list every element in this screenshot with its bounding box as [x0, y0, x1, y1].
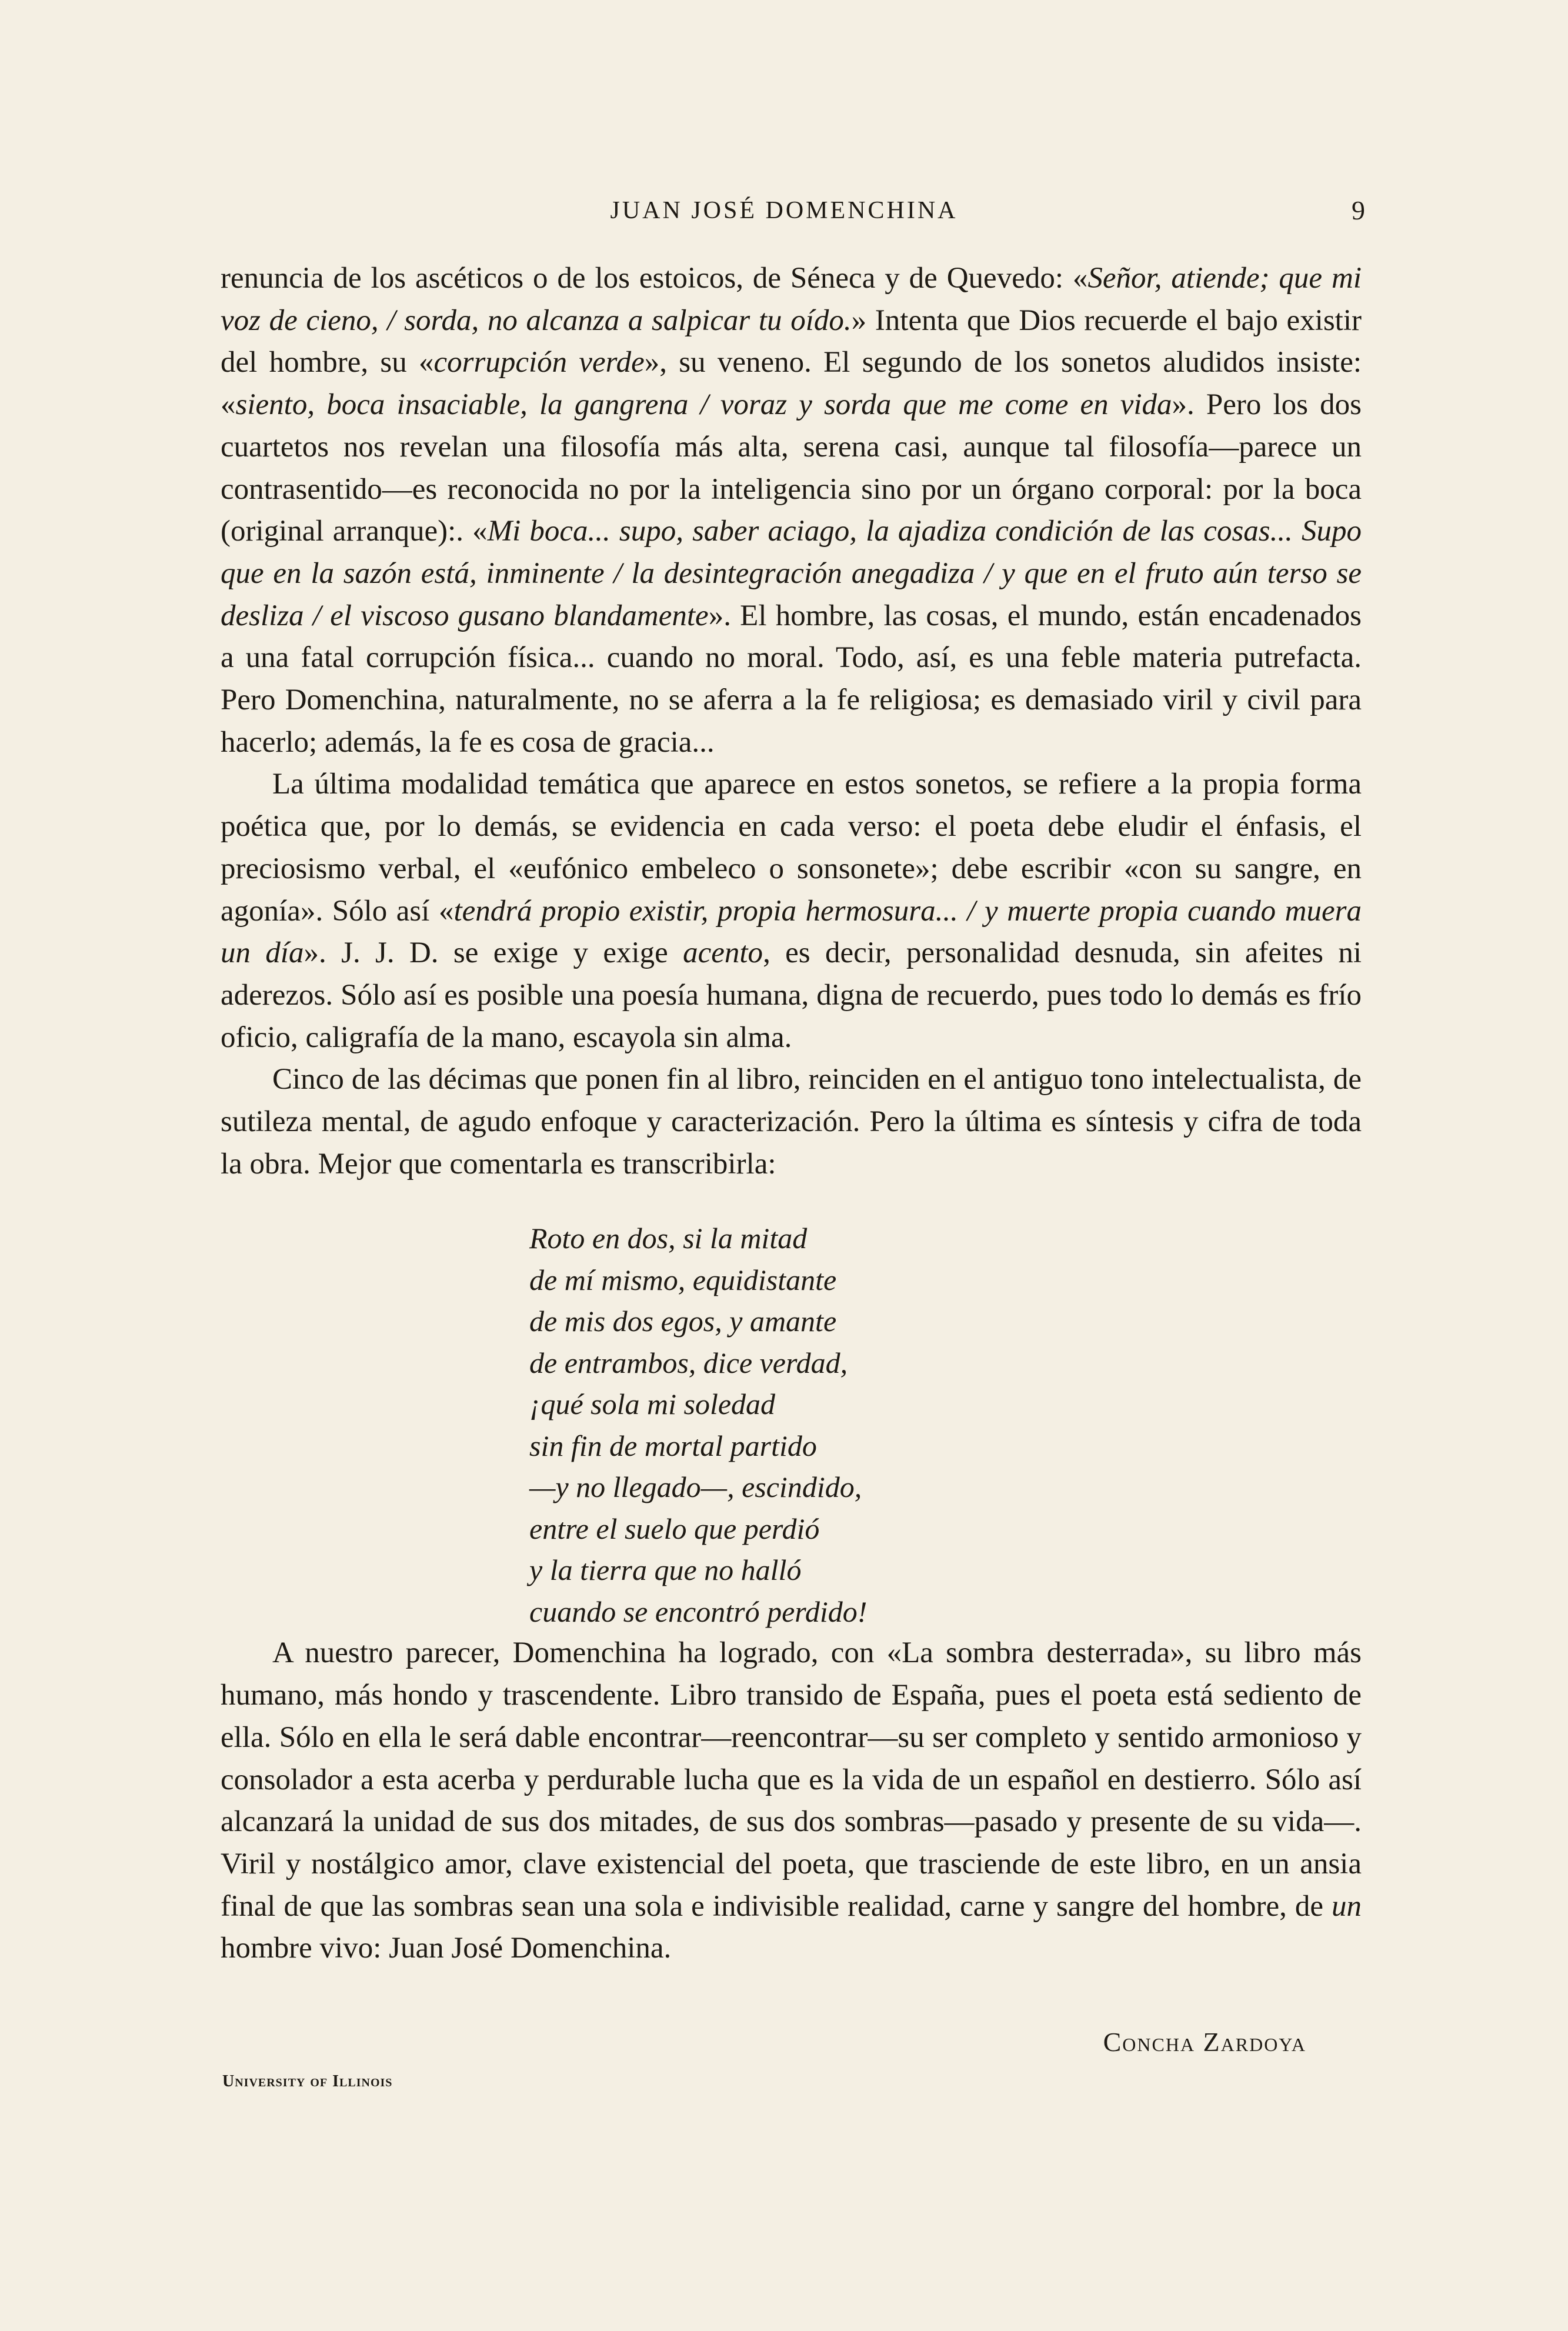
- poem-line: cuando se encontró perdido!: [529, 1595, 868, 1628]
- poem-line: de entrambos, dice verdad,: [529, 1346, 848, 1379]
- italic-text: Señor, atiende; que mi voz de cieno, / sorda, no alcanza a salpicar tu oído.: [221, 262, 1362, 337]
- paragraph: [221, 763, 1362, 1059]
- italic-text: siento, boca insaciable, la gangrena / voraz y sorda que me come en vida: [235, 388, 1172, 422]
- page-number: 9: [1352, 195, 1365, 225]
- italic-text: corrupción verde: [433, 346, 645, 379]
- poem-line: de mis dos egos, y amante: [529, 1305, 837, 1338]
- text-run: , es decir, personalidad desnuda, sin afeites ni aderezos. Sólo así es posible una poesía humana, digna de recuerdo, pues todo lo demás es frío oficio, caligrafía de la mano, escayola sin alma.: [221, 936, 1362, 1054]
- text-run: A nuestro parecer, Domenchina ha logrado, con «La sombra desterrada», su libro más humano, más hondo y trascendente. Libro transido de España, pues el poeta está sediento de ella. Sólo en ella le será dable encontrar—reencontrar—su ser completo y sentido armonioso y consolador a esta acerba y perdurable lucha que es la vida de un español en destierro. Sólo así alcanzará la unidad de sus dos mitades, de sus dos sombras—pasado y presente de su vida—. Viril y nostálgico amor, clave existencial del poeta, que trasciende de este libro, en un ansia final de que las sombras sean una sola e indivisible realidad, carne y sangre del hombre, de: [221, 1636, 1362, 1923]
- italic-text: acento: [683, 936, 763, 970]
- paragraph: [221, 1059, 1362, 1185]
- poem-line: entre el suelo que perdió: [529, 1512, 820, 1545]
- text-run: La última modalidad temática que aparece en estos sonetos, se refiere a la propia forma poética que, por lo demás, se evidencia en cada verso: el poeta debe eludir el énfasis, el preciosismo verbal, el «eufónico embeleco o sonsonete»; debe escribir «con su sangre, en agonía». Sólo así «: [221, 768, 1362, 928]
- poem-line: Roto en dos, si la mitad: [529, 1222, 808, 1255]
- poem-line: —y no llegado—, escindido,: [529, 1470, 862, 1504]
- poem-line: de mí mismo, equidistante: [529, 1263, 837, 1296]
- text-run: ». J. J. D. se exige y exige: [303, 936, 683, 970]
- text-run: ». El hombre, las cosas, el mundo, están encadenados a una fatal corrupción física... cuando no moral. Todo, así, es una feble materia putrefacta. Pero Domenchina, naturalmente, no se aferra a la fe religiosa; es demasiado viril y civil para hacerlo; además, la fe es cosa de gracia...: [221, 599, 1362, 759]
- italic-text: Mi boca... supo, saber aciago, la ajadiza condición de las cosas... Supo que en la sazón está, inminente / la desintegración anegadiza / y que en el fruto aún terso se desliza / el viscoso gusano blandamente: [221, 515, 1362, 632]
- poem-line: ¡qué sola mi soledad: [529, 1388, 776, 1421]
- closing-paragraph: [221, 1632, 1362, 1970]
- running-title: JUAN JOSÉ DOMENCHINA: [610, 197, 958, 224]
- text-run: ». Pero los dos cuartetos nos revelan una filosofía más alta, serena casi, aunque tal filosofía—parece un contrasentido—es reconocida no por la inteligencia sino por un órgano corporal: por la boca (original arranque):. «: [221, 388, 1362, 548]
- poem-line: y la tierra que no halló: [529, 1553, 802, 1587]
- poem-quote: [529, 1218, 1362, 1632]
- article-body: [221, 258, 1362, 1970]
- text-run: Cinco de las décimas que ponen fin al libro, reinciden en el antiguo tono intelectualista, de sutileza mental, de agudo enfoque y caracterización. Pero la última es síntesis y cifra de toda la obra. Mejor que comentarla es transcribirla:: [221, 1063, 1362, 1180]
- author-signature: Concha Zardoya: [1103, 2027, 1306, 2057]
- italic-text: tendrá propio existir, propia hermosura... / y muerte propia cuando muera un día: [221, 894, 1362, 970]
- text-run: hombre vivo: Juan José Domenchina.: [221, 1932, 672, 1965]
- poem-line: sin fin de mortal partido: [529, 1429, 817, 1462]
- author-institution: University of Illinois: [222, 2072, 393, 2090]
- text-run: » Intenta que Dios recuerde el bajo existir del hombre, su «: [221, 304, 1362, 379]
- italic-text: un: [1332, 1889, 1362, 1923]
- running-head: [0, 187, 1568, 234]
- text-run: renuncia de los ascéticos o de los estoicos, de Séneca y de Quevedo: «: [221, 262, 1088, 295]
- paragraph: [221, 258, 1362, 763]
- text-run: », su veneno. El segundo de los sonetos aludidos insiste: «: [221, 346, 1362, 422]
